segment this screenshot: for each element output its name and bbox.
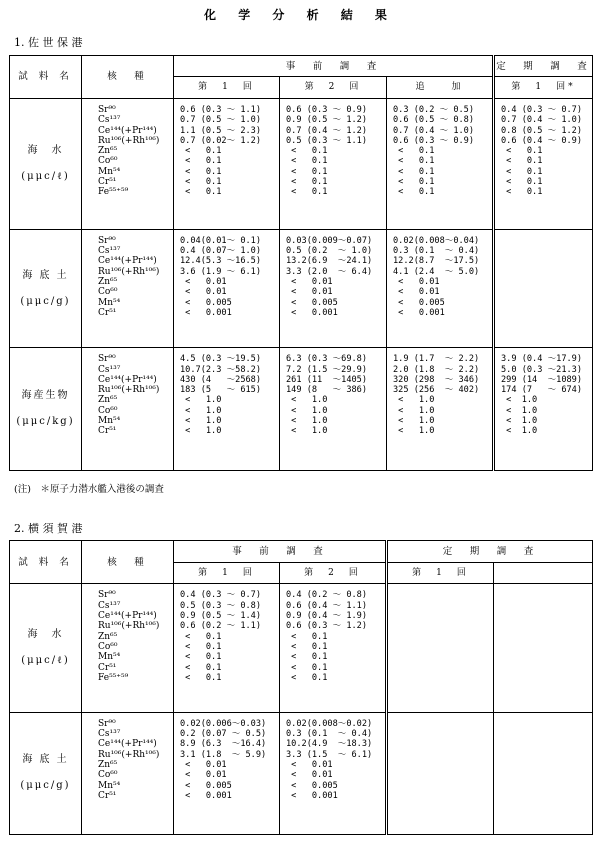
value-cell: 0.4 (0.3 ～ 0.7) 0.5 (0.3 ～ 0.8) 0.9 (0.5 ～ 1.4) 0.6 (0.2 ～ 1.1) < 0.1 < 0.1 < 0.1 < 0.1 < 0.1 (174, 584, 280, 712)
sample-name: 海産生物 (μμc/kg) (10, 348, 82, 471)
header-nuclide: 核 種 (82, 541, 174, 584)
header-pre-survey: 事 前 調 査 (174, 541, 387, 563)
footnote: (注) ＊原子力潜水艦入港後の調査 (14, 484, 164, 495)
value-cell: 0.4 (0.3 ～ 0.7) 0.7 (0.4 ～ 1.0) 0.8 (0.5 ～ 1.2) 0.6 (0.4 ～ 0.9) < 0.1 < 0.1 < 0.1 < 0.1 < 0.1 (494, 98, 593, 229)
table-row (10, 348, 593, 471)
sample-name: 海 底 土 (μμc/g) (10, 712, 82, 834)
nuclide-list: Sr⁹⁰ Cs¹³⁷ Ce¹⁴⁴(+Pr¹⁴⁴) Ru¹⁰⁶(+Rh¹⁰⁶) Zn⁶⁵ Co⁶⁰ Mn⁵⁴ Cr⁵¹ Fe⁵⁵⁺⁵⁹ (82, 584, 174, 712)
value-cell (387, 584, 494, 712)
value-cell: 0.6 (0.3 ～ 0.9) 0.9 (0.5 ～ 1.2) 0.7 (0.4 ～ 1.2) 0.5 (0.3 ～ 1.1) < 0.1 < 0.1 < 0.1 < 0.1 < 0.1 (280, 98, 387, 229)
sample-name: 海 水 (μμc/ℓ) (10, 98, 82, 229)
nuclide-list: Sr⁹⁰ Cs¹³⁷ Ce¹⁴⁴(+Pr¹⁴⁴) Ru¹⁰⁶(+Rh¹⁰⁶) Zn⁶⁵ Co⁶⁰ Mn⁵⁴ Cr⁵¹ (82, 229, 174, 348)
value-cell: 4.5 (0.3 ～19.5) 10.7(2.3 ～58.2) 430 (4 ～2568) 183 (5 ～ 615) < 1.0 < 1.0 < 1.0 < 1.0 (174, 348, 280, 471)
results-table-sasebo (9, 55, 593, 471)
value-cell: 6.3 (0.3 ～69.8) 7.2 (1.5 ～29.9) 261 (11 ～1405) 149 (8 ～ 386) < 1.0 < 1.0 < 1.0 < 1.0 (280, 348, 387, 471)
header-nuclide: 核 種 (82, 56, 174, 99)
table-row (10, 229, 593, 348)
page-title: 化 学 分 析 結 果 (204, 8, 396, 22)
value-cell (494, 584, 593, 712)
table-row (10, 712, 593, 834)
nuclide-list: Sr⁹⁰ Cs¹³⁷ Ce¹⁴⁴(+Pr¹⁴⁴) Ru¹⁰⁶(+Rh¹⁰⁶) Zn⁶⁵ Co⁶⁰ Mn⁵⁴ Cr⁵¹ (82, 348, 174, 471)
header-pre-survey: 事 前 調 査 (174, 56, 494, 77)
value-cell: 3.9 (0.4 ～17.9) 5.0 (0.3 ～21.3) 299 (14 ～1089) 174 (7 ～ 674) < 1.0 < 1.0 < 1.0 < 1.0 (494, 348, 593, 471)
header-round-1: 第 1 回 (174, 562, 280, 584)
value-cell (494, 712, 593, 834)
header-round-2: 第 2 回 (280, 77, 387, 98)
value-cell: 0.03(0.009～0.07) 0.5 (0.2 ～ 1.0) 13.2(6.9 ～24.1) 3.3 (2.0 ～ 6.4) < 0.01 < 0.01 < 0.005 < 0.001 (280, 229, 387, 348)
section-heading-sasebo: 1. 佐 世 保 港 (14, 36, 83, 49)
value-cell: 0.02(0.008～0.02) 0.3 (0.1 ～ 0.4) 10.2(4.9 ～18.3) 3.3 (1.5 ～ 6.1) < 0.01 < 0.01 < 0.005 < 0.001 (280, 712, 387, 834)
header-sample: 試 料 名 (10, 541, 82, 584)
value-cell (494, 229, 593, 348)
value-cell: 0.6 (0.3 ～ 1.1) 0.7 (0.5 ～ 1.0) 1.1 (0.5 ～ 2.3) 0.7 (0.02～ 1.2) < 0.1 < 0.1 < 0.1 < 0.1 < 0.1 (174, 98, 280, 229)
table-row (10, 98, 593, 229)
header-regular-round-1: 第 1 回* (494, 77, 593, 98)
header-regular-round-2 (494, 562, 593, 584)
value-cell: 0.4 (0.2 ～ 0.8) 0.6 (0.4 ～ 1.1) 0.9 (0.4 ～ 1.9) 0.6 (0.3 ～ 1.2) < 0.1 < 0.1 < 0.1 < 0.1 < 0.1 (280, 584, 387, 712)
header-round-2: 第 2 回 (280, 562, 387, 584)
value-cell: 0.04(0.01～ 0.1) 0.4 (0.07～ 1.0) 12.4(5.3 ～16.5) 3.6 (1.9 ～ 6.1) < 0.01 < 0.01 < 0.005 < 0.001 (174, 229, 280, 348)
header-regular-survey: 定 期 調 査 (494, 56, 593, 77)
value-cell: 0.02(0.006～0.03) 0.2 (0.07 ～ 0.5) 8.9 (6.3 ～16.4) 3.1 (1.8 ～ 5.9) < 0.01 < 0.01 < 0.005 < 0.001 (174, 712, 280, 834)
header-regular-round-1: 第 1 回 (387, 562, 494, 584)
header-additional: 追 加 (387, 77, 494, 98)
results-table-yokosuka (9, 540, 593, 835)
value-cell: 1.9 (1.7 ～ 2.2) 2.0 (1.8 ～ 2.2) 320 (298 ～ 346) 325 (256 ～ 402) < 1.0 < 1.0 < 1.0 < 1.0 (387, 348, 494, 471)
table-row (10, 584, 593, 712)
sample-name: 海 底 土 (μμc/g) (10, 229, 82, 348)
nuclide-list: Sr⁹⁰ Cs¹³⁷ Ce¹⁴⁴(+Pr¹⁴⁴) Ru¹⁰⁶(+Rh¹⁰⁶) Zn⁶⁵ Co⁶⁰ Mn⁵⁴ Cr⁵¹ Fe⁵⁵⁺⁵⁹ (82, 98, 174, 229)
nuclide-list: Sr⁹⁰ Cs¹³⁷ Ce¹⁴⁴(+Pr¹⁴⁴) Ru¹⁰⁶(+Rh¹⁰⁶) Zn⁶⁵ Co⁶⁰ Mn⁵⁴ Cr⁵¹ (82, 712, 174, 834)
header-sample: 試 料 名 (10, 56, 82, 99)
value-cell (387, 712, 494, 834)
header-round-1: 第 1 回 (174, 77, 280, 98)
sample-name: 海 水 (μμc/ℓ) (10, 584, 82, 712)
section-heading-yokosuka: 2. 横 須 賀 港 (14, 522, 83, 535)
value-cell: 0.3 (0.2 ～ 0.5) 0.6 (0.5 ～ 0.8) 0.7 (0.4 ～ 1.0) 0.6 (0.3 ～ 0.9) < 0.1 < 0.1 < 0.1 < 0.1 < 0.1 (387, 98, 494, 229)
header-regular-survey: 定 期 調 査 (387, 541, 593, 563)
value-cell: 0.02(0.008～0.04) 0.3 (0.1 ～ 0.4) 12.2(8.7 ～17.5) 4.1 (2.4 ～ 5.0) < 0.01 < 0.01 < 0.005 < 0.001 (387, 229, 494, 348)
